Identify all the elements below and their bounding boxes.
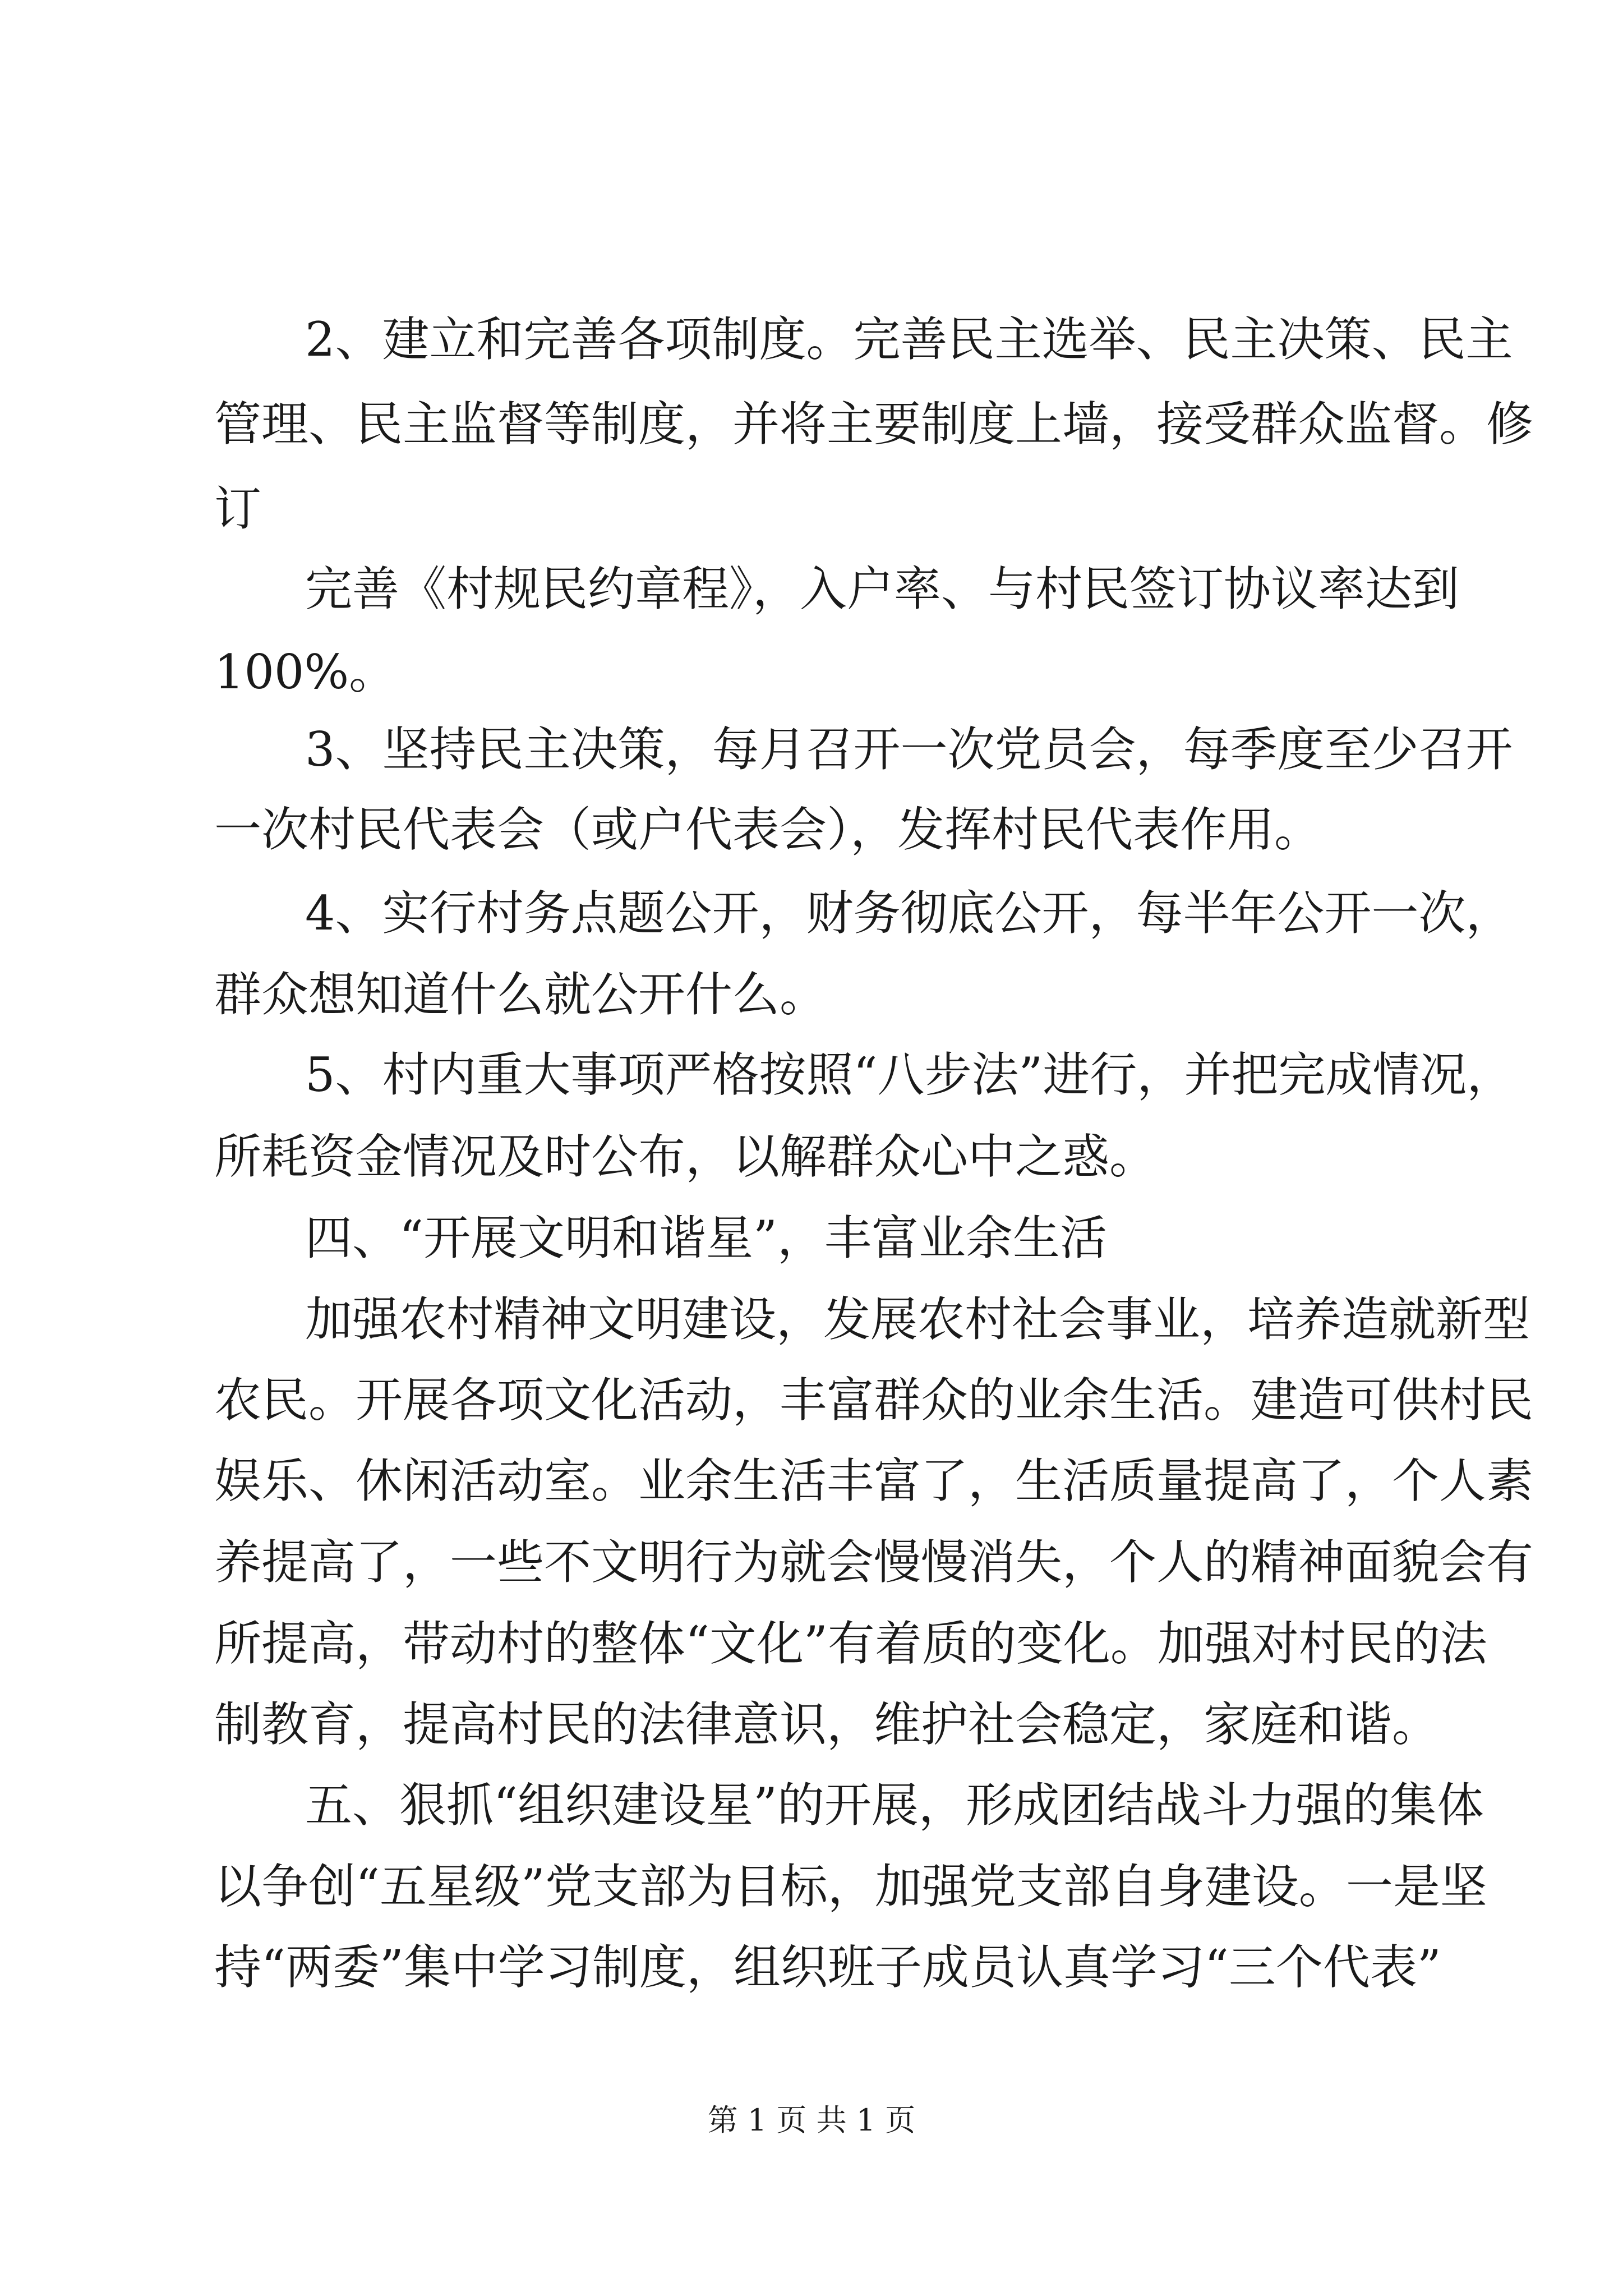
paragraph-line: 群众想知道什么就公开什么。 [214, 967, 827, 1022]
paragraph-line: 农民。开展各项文化活动，丰富群众的业余生活。建造可供村民 [214, 1373, 1534, 1428]
paragraph-line: 娱乐、休闲活动室。业余生活丰富了，生活质量提高了，个人素 [214, 1453, 1534, 1508]
paragraph-line: 100%。 [214, 645, 396, 700]
paragraph-line: 加强农村精神文明建设，发展农村社会事业，培养造就新型 [305, 1292, 1530, 1347]
section-heading: 五、狠抓“组织建设星”的开展，形成团结战斗力强的集体 [305, 1778, 1484, 1833]
paragraph-line: 制教育，提高村民的法律意识，维护社会稳定，家庭和谐。 [214, 1697, 1440, 1752]
paragraph-line: 完善《村规民约章程》，入户率、与村民签订协议率达到 [305, 562, 1460, 616]
paragraph-line: 4、实行村务点题公开，财务彻底公开，每半年公开一次， [305, 886, 1513, 941]
paragraph-line: 养提高了，一些不文明行为就会慢慢消失，个人的精神面貌会有 [214, 1535, 1534, 1590]
page-footer: 第 1 页 共 1 页 [707, 2102, 916, 2138]
paragraph-line: 以争创“五星级”党支部为目标，加强党支部自身建设。一是坚 [214, 1859, 1487, 1914]
paragraph-line: 所耗资金情况及时公布，以解群众心中之惑。 [214, 1129, 1157, 1184]
paragraph-line: 持“两委”集中学习制度，组织班子成员认真学习“三个代表” [214, 1940, 1441, 1995]
paragraph-line: 5、村内重大事项严格按照“八步法”进行，并把完成情况， [305, 1047, 1514, 1102]
paragraph-line: 所提高，带动村的整体“文化”有着质的变化。加强对村民的法 [214, 1616, 1487, 1671]
paragraph-line: 管理、民主监督等制度，并将主要制度上墙，接受群众监督。修 [214, 397, 1534, 452]
section-heading: 四、“开展文明和谐星”，丰富业余生活 [305, 1211, 1107, 1266]
paragraph-line: 订 [214, 481, 262, 536]
paragraph-line: 3、坚持民主决策，每月召开一次党员会，每季度至少召开 [305, 722, 1513, 777]
paragraph-line: 一次村民代表会（或户代表会），发挥村民代表作用。 [214, 802, 1322, 857]
paragraph-line: 2、建立和完善各项制度。完善民主选举、民主决策、民主 [305, 312, 1513, 367]
